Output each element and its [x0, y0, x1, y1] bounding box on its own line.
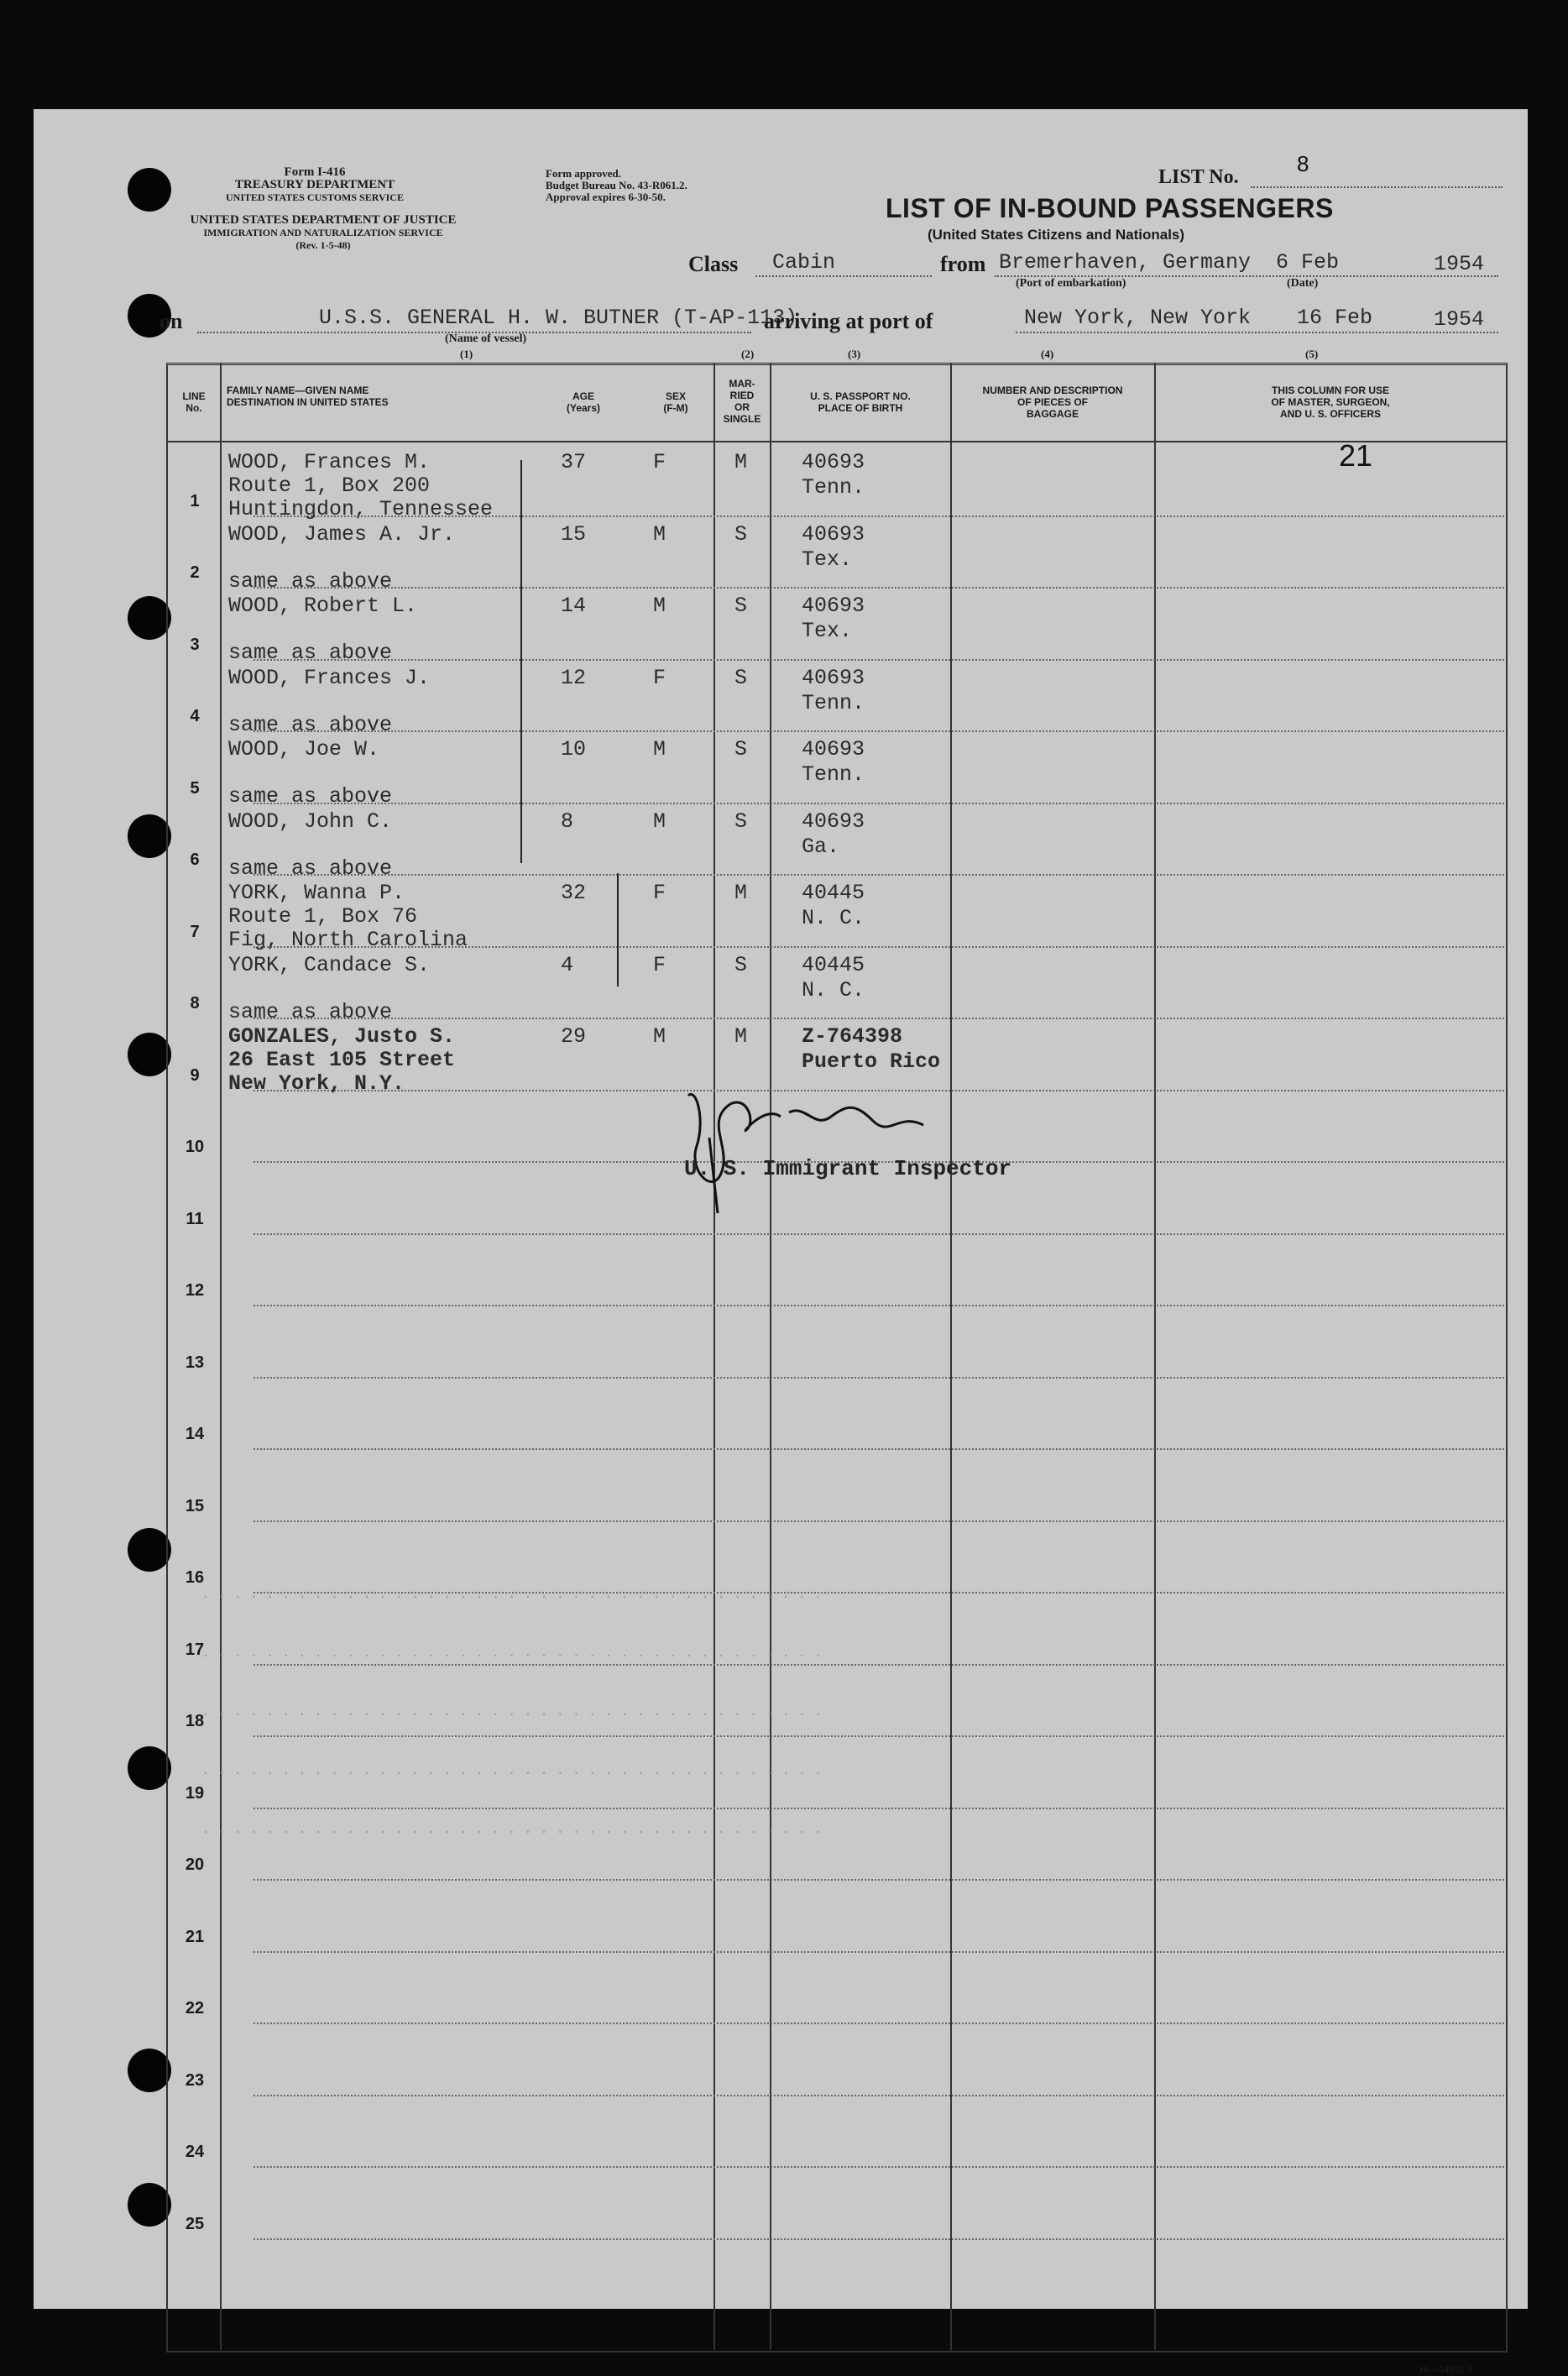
class-value: Cabin [772, 250, 836, 275]
passenger-name: YORK, Wanna P. [228, 881, 405, 905]
passenger-birthplace: Puerto Rico [802, 1049, 941, 1074]
col-header-text: PLACE OF BIRTH [818, 402, 903, 414]
passenger-age: 37 [561, 450, 587, 474]
passenger-sex: M [653, 521, 666, 547]
col-caption: (4) [1041, 348, 1054, 360]
row-rule [253, 1808, 1504, 1809]
col-sex-header [638, 390, 713, 414]
arrival-year-value: 1954 [1434, 307, 1485, 332]
punch-hole [128, 814, 171, 858]
passenger-sex: M [653, 737, 666, 761]
row-rule [253, 2238, 1504, 2240]
col-header-text: (Years) [566, 402, 601, 414]
passenger-birthplace: N. C. [802, 977, 865, 1002]
passenger-age: 12 [561, 665, 587, 690]
row-rule [253, 803, 1504, 804]
passenger-marital: S [734, 665, 748, 690]
passenger-passport: 40693 [802, 450, 865, 474]
passenger-sex: F [653, 450, 666, 474]
passenger-birthplace: Tenn. [802, 690, 865, 715]
approval-line: Budget Bureau No. 43-R061.2. [546, 179, 687, 191]
row-rule [253, 1735, 1504, 1737]
row-rule [253, 1951, 1504, 1953]
row-number: 14 [185, 1425, 205, 1443]
col-header-text: BAGGAGE [1026, 408, 1079, 420]
row-number: 7 [190, 922, 200, 941]
row-number: 1 [190, 491, 200, 510]
form-number: Form I-416 [284, 165, 346, 179]
passenger-birthplace: Tenn. [802, 762, 865, 787]
on-label: on [159, 309, 183, 333]
col-header-text: AGE [572, 390, 594, 402]
passenger-passport: 40693 [802, 594, 865, 618]
passenger-birthplace: Tex. [802, 547, 853, 572]
row-number: 16 [185, 1568, 205, 1587]
revision-date: (Rev. 1-5-48) [295, 239, 351, 251]
passenger-name: WOOD, James A. Jr. [228, 521, 456, 547]
form-title: LIST OF IN-BOUND PASSENGERS [886, 193, 1334, 223]
row-number: 4 [190, 707, 200, 725]
passenger-marital: S [734, 737, 748, 761]
passenger-passport: 40693 [802, 665, 865, 690]
col-header-text: FAMILY NAME—GIVEN NAME [227, 385, 369, 396]
footer-code: 16—54652-3 [1419, 2363, 1472, 2375]
passenger-name: WOOD, John C. [228, 809, 393, 834]
passenger-sex: F [653, 665, 666, 690]
passenger-age: 8 [561, 809, 574, 834]
treasury-dept: TREASURY DEPARTMENT [234, 178, 395, 191]
passenger-birthplace: Tex. [802, 619, 853, 643]
passenger-age: 29 [561, 1024, 587, 1049]
passenger-marital: M [734, 450, 748, 474]
inspector-title: U. S. Immigrant Inspector [684, 1156, 1012, 1181]
list-no-value: 8 [1297, 151, 1309, 176]
passenger-passport: Z-764398 [802, 1024, 903, 1049]
row-number: 6 [190, 850, 200, 869]
passenger-name: WOOD, Robert L. [228, 594, 418, 618]
embark-date-value: 6 Feb [1276, 250, 1340, 275]
arriving-label: arriving at port of [764, 309, 933, 333]
justice-dept: UNITED STATES DEPARTMENT OF JUSTICE [190, 213, 457, 227]
justice-block [159, 214, 487, 252]
row-number: 3 [190, 635, 200, 654]
vessel-caption: (Name of vessel) [445, 332, 527, 345]
row-rule [253, 2095, 1504, 2096]
passenger-sex: F [653, 952, 666, 977]
col-header-text: AND U. S. OFFICERS [1279, 408, 1381, 420]
col-caption: (1) [460, 348, 473, 360]
row-rule [253, 1018, 1504, 1019]
passenger-name: YORK, Candace S. [228, 952, 431, 977]
passenger-age: 4 [561, 952, 574, 977]
family-bracket [617, 873, 619, 987]
row-number: 9 [190, 1065, 200, 1085]
column-divider [713, 363, 715, 2350]
passenger-destination: same as above [228, 568, 393, 594]
row-rule [253, 874, 1504, 876]
row-number: 19 [185, 1783, 205, 1803]
col-header-text: OF MASTER, SURGEON, [1271, 396, 1390, 408]
row-number: 20 [185, 1855, 205, 1874]
row-number: 25 [185, 2214, 205, 2233]
passenger-destination: Huntingdon, Tennessee [228, 497, 494, 521]
row-number: 23 [185, 2070, 205, 2090]
approval-line: Approval expires 6-30-50. [546, 191, 666, 203]
row-rule [253, 2023, 1504, 2024]
col-line-header [170, 390, 218, 414]
row-rule [253, 1377, 1504, 1379]
punch-hole [128, 2183, 171, 2227]
row-number: 17 [185, 1640, 205, 1659]
bleed-through-text: . . . . . . . . . . . . . . . . . . . . . . . . . . . . . . . . . . . . . . . [201, 1763, 823, 1778]
embark-year-value: 1954 [1434, 252, 1485, 276]
col-header-text: OR [734, 401, 750, 413]
passenger-marital: S [734, 809, 748, 834]
passenger-destination: same as above [228, 641, 393, 665]
passenger-destination: Fig, North Carolina [228, 928, 468, 952]
from-label: from [940, 252, 986, 276]
passenger-sex: M [653, 594, 666, 618]
passenger-passport: 40445 [802, 881, 865, 905]
row-rule [253, 1664, 1504, 1666]
dotted-rule [755, 275, 932, 277]
punch-hole [128, 2049, 171, 2092]
row-number: 13 [185, 1353, 205, 1372]
col-baggage-header [953, 385, 1152, 420]
col-header-text: U. S. PASSPORT NO. [810, 390, 911, 402]
class-label: Class [688, 252, 739, 276]
passenger-sex: M [653, 809, 666, 834]
approval-block [546, 168, 687, 203]
row-rule [253, 1305, 1504, 1306]
list-no-label: LIST No. [1158, 166, 1239, 188]
passenger-passport: 40445 [802, 952, 865, 977]
row-rule [253, 730, 1504, 732]
col-marital-header [715, 378, 769, 425]
bleed-through-text: . . . . . . . . . . . . . . . . . . . . . . . . . . . . . . . . . . . . . . . [201, 1587, 823, 1602]
col-header-text: THIS COLUMN FOR USE [1272, 385, 1389, 396]
col-officers-header [1158, 385, 1503, 420]
col-caption: (2) [741, 348, 755, 360]
passenger-passport: 40693 [802, 809, 865, 834]
col-caption: (3) [848, 348, 861, 360]
col-header-text: OF PIECES OF [1017, 396, 1088, 408]
column-divider [950, 363, 952, 2350]
punch-hole [128, 596, 171, 640]
passenger-passport: 40693 [802, 521, 865, 547]
col-age-header [546, 390, 621, 414]
col-header-text: (F-M) [663, 402, 688, 414]
passenger-age: 32 [561, 881, 587, 905]
bleed-through-text: . . . . . . . . . . . . . . . . . . . . . . . . . . . . . . . . . . . . . . . [201, 1704, 823, 1719]
row-number: 2 [190, 563, 200, 582]
passenger-sex: F [653, 881, 666, 905]
column-divider [770, 363, 771, 2350]
passenger-destination: Route 1, Box 76 [228, 904, 418, 929]
row-number: 21 [185, 1927, 205, 1946]
dotted-rule [1016, 332, 1498, 333]
passenger-birthplace: Ga. [802, 834, 840, 859]
passenger-destination: same as above [228, 856, 393, 881]
passenger-age: 15 [561, 521, 587, 547]
passenger-marital: S [734, 594, 748, 618]
row-rule [253, 587, 1504, 589]
col-passport-header [772, 390, 949, 414]
col-name-header [227, 385, 389, 408]
row-number: 12 [185, 1281, 205, 1300]
passenger-sex: M [653, 1024, 666, 1049]
passenger-marital: S [734, 521, 748, 547]
passenger-passport: 40693 [802, 737, 865, 761]
passenger-name: WOOD, Frances J. [228, 665, 431, 690]
passenger-marital: S [734, 952, 748, 977]
row-rule [253, 1448, 1504, 1450]
row-number: 22 [185, 1999, 205, 2018]
dotted-rule [1251, 186, 1503, 188]
row-rule [253, 1520, 1504, 1522]
passenger-age: 10 [561, 737, 587, 761]
bleed-through-text: . . . . . . . . . . . . . . . . . . . . . . . . . . . . . . . . . . . . . . . [201, 1822, 823, 1837]
passenger-name: GONZALES, Justo S. [228, 1024, 456, 1049]
row-number: 8 [190, 994, 200, 1013]
column-divider [220, 363, 222, 2350]
col-header-text: NUMBER AND DESCRIPTION [982, 385, 1123, 396]
row-rule [253, 659, 1504, 661]
officer-count: 21 [1339, 438, 1373, 473]
form-sheet [34, 109, 1528, 2375]
row-number: 5 [190, 778, 200, 798]
passenger-birthplace: Tenn. [802, 475, 865, 500]
col-caption: (5) [1305, 348, 1319, 360]
passenger-name: WOOD, Frances M. [228, 450, 431, 474]
passenger-destination: 26 East 105 Street [228, 1048, 456, 1072]
passenger-marital: M [734, 881, 748, 905]
row-number: 11 [186, 1209, 204, 1228]
row-rule [253, 2166, 1504, 2168]
passenger-destination: same as above [228, 999, 393, 1024]
passenger-name: WOOD, Joe W. [228, 737, 380, 761]
row-number: 10 [185, 1138, 205, 1156]
row-rule [253, 1879, 1504, 1881]
embark-port-value: Bremerhaven, Germany [999, 250, 1252, 275]
passenger-age: 14 [561, 594, 587, 618]
form-id-block [164, 166, 466, 204]
punch-hole [128, 1746, 171, 1790]
approval-line: Form approved. [546, 167, 622, 180]
vessel-value: U.S.S. GENERAL H. W. BUTNER (T-AP-113) [319, 306, 798, 330]
passenger-destination: Route 1, Box 200 [228, 474, 431, 498]
col-header-text: LINE [182, 390, 206, 402]
col-header-text: SEX [665, 390, 686, 402]
punch-hole [128, 1528, 171, 1572]
col-header-text: SINGLE [723, 413, 761, 425]
col-header-text: DESTINATION IN UNITED STATES [227, 396, 389, 408]
passenger-destination: same as above [228, 712, 393, 737]
col-header-text: RIED [729, 390, 755, 401]
date-caption: (Date) [1287, 277, 1319, 290]
row-number: 15 [185, 1496, 205, 1515]
embark-caption: (Port of embarkation) [1016, 277, 1126, 290]
inspector-signature [672, 1070, 974, 1222]
customs-service: UNITED STATES CUSTOMS SERVICE [226, 191, 404, 203]
passenger-destination: same as above [228, 784, 393, 809]
header-rule [166, 441, 1506, 442]
ins-service: IMMIGRATION AND NATURALIZATION SERVICE [203, 227, 443, 238]
punch-hole [128, 1033, 171, 1076]
col-header-text: MAR- [729, 378, 755, 390]
passenger-birthplace: N. C. [802, 906, 865, 930]
arrival-date-value: 16 Feb [1297, 306, 1373, 330]
form-subtitle: (United States Citizens and Nationals) [928, 227, 1185, 243]
column-divider [1154, 363, 1156, 2350]
row-number: 18 [185, 1712, 205, 1730]
row-rule [253, 1233, 1504, 1235]
passenger-destination: New York, N.Y. [228, 1071, 405, 1096]
passenger-marital: M [734, 1024, 748, 1049]
arrival-port-value: New York, New York [1024, 306, 1252, 330]
row-number: 24 [185, 2143, 205, 2161]
family-bracket [520, 460, 522, 863]
bleed-through-text: . . . . . . . . . . . . . . . . . . . . . . . . . . . . . . . . . . . . . . . [201, 1646, 823, 1661]
col-header-text: No. [186, 402, 202, 414]
